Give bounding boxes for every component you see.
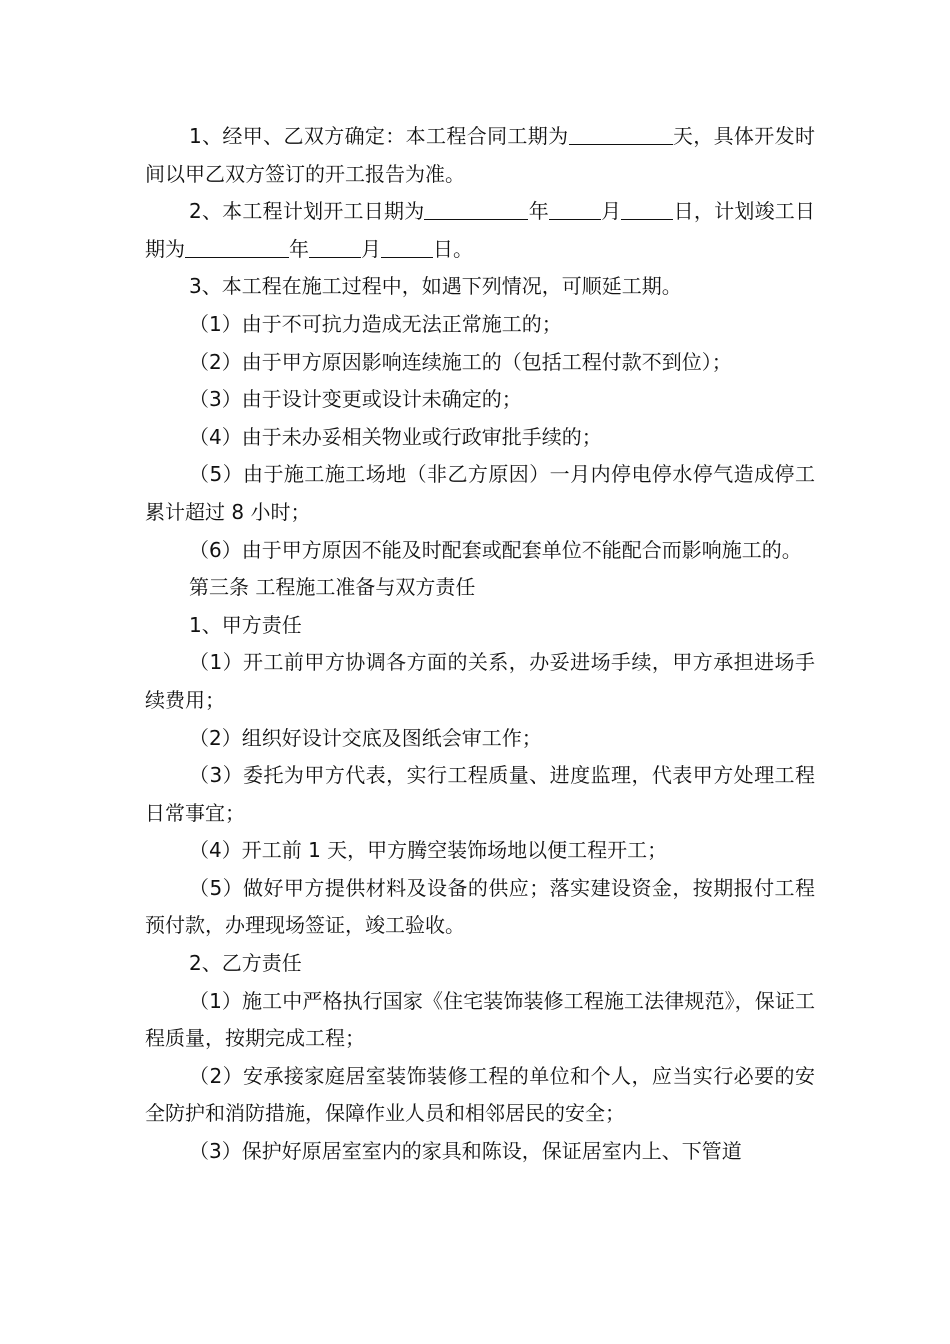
paragraph-delay-item-4: （4）由于未办妥相关物业或行政审批手续的； bbox=[189, 424, 602, 449]
section-heading-article-3: 第三条 工程施工准备与双方责任 bbox=[189, 575, 476, 600]
paragraph-delay-item-1: （1）由于不可抗力造成无法正常施工的； bbox=[189, 311, 562, 336]
schedule-month2-label: 月 bbox=[361, 236, 381, 261]
paragraph-delay-item-2: （2）由于甲方原因影响连续施工的（包括工程付款不到位）； bbox=[189, 349, 732, 374]
schedule-year2-label: 年 bbox=[289, 236, 309, 261]
blank-start-day bbox=[621, 197, 673, 220]
paragraph-party-a-2: （2）组织好设计交底及图纸会审工作； bbox=[189, 725, 542, 750]
paragraph-party-b-1: （1）施工中严格执行国家《住宅装饰装修工程施工法律规范》，保证工程质量，按期完成工程； bbox=[145, 988, 815, 1051]
subheading-party-b: 2、乙方责任 bbox=[189, 951, 302, 976]
paragraph-delay-item-5: （5）由于施工施工场地（非乙方原因）一月内停电停水停气造成停工累计超过 8 小时； bbox=[145, 462, 815, 524]
blank-end-month bbox=[309, 235, 361, 258]
paragraph-party-a-3: （3）委托为甲方代表，实行工程质量、进度监理，代表甲方处理工程日常事宜； bbox=[145, 763, 815, 825]
paragraph-delay-intro: 3、本工程在施工过程中，如遇下列情况，可顺延工期。 bbox=[189, 274, 682, 299]
paragraph-party-b-2: （2）安承接家庭居室装饰装修工程的单位和个人，应当实行必要的安全防护和消防措施，保障作业人员和相邻居民的安全； bbox=[145, 1063, 815, 1126]
paragraph-party-a-4: （4）开工前 1 天，甲方腾空装饰场地以便工程开工； bbox=[189, 838, 668, 863]
paragraph-delay-item-3: （3）由于设计变更或设计未确定的； bbox=[189, 387, 522, 412]
paragraph-delay-item-6: （6）由于甲方原因不能及时配套或配套单位不能配合而影响施工的。 bbox=[189, 537, 802, 562]
paragraph-party-a-1: （1）开工前甲方协调各方面的关系，办妥进场手续，甲方承担进场手续费用； bbox=[145, 650, 815, 712]
contract-period-text-end: 天，具体开发时间以甲乙双方签订的开工报告为准。 bbox=[145, 124, 815, 186]
blank-start-month bbox=[549, 197, 601, 220]
blank-end-day bbox=[381, 235, 433, 258]
blank-end-year bbox=[185, 235, 289, 258]
paragraph-contract-period bbox=[145, 118, 815, 193]
blank-days-field bbox=[569, 122, 673, 145]
document-body bbox=[145, 118, 815, 1171]
paragraph-schedule-dates bbox=[145, 193, 815, 268]
schedule-start-label: 2、本工程计划开工日期为 bbox=[189, 199, 425, 224]
subheading-party-a: 1、甲方责任 bbox=[189, 612, 302, 637]
contract-period-text: 1、经甲、乙双方确定：本工程合同工期为 bbox=[189, 124, 569, 148]
schedule-month-label: 月 bbox=[600, 199, 622, 224]
schedule-day-plan-label: 日，计划竣工日期为 bbox=[145, 199, 816, 261]
schedule-day2-label: 日。 bbox=[433, 236, 473, 261]
blank-start-year bbox=[424, 197, 528, 220]
paragraph-party-b-3: （3）保护好原居室室内的家具和陈设，保证居室内上、下管道 bbox=[189, 1139, 742, 1164]
paragraph-party-a-5: （5）做好甲方提供材料及设备的供应；落实建设资金，按期报付工程预付款，办理现场签证，竣工验收。 bbox=[145, 875, 815, 938]
schedule-year-label: 年 bbox=[528, 199, 549, 224]
